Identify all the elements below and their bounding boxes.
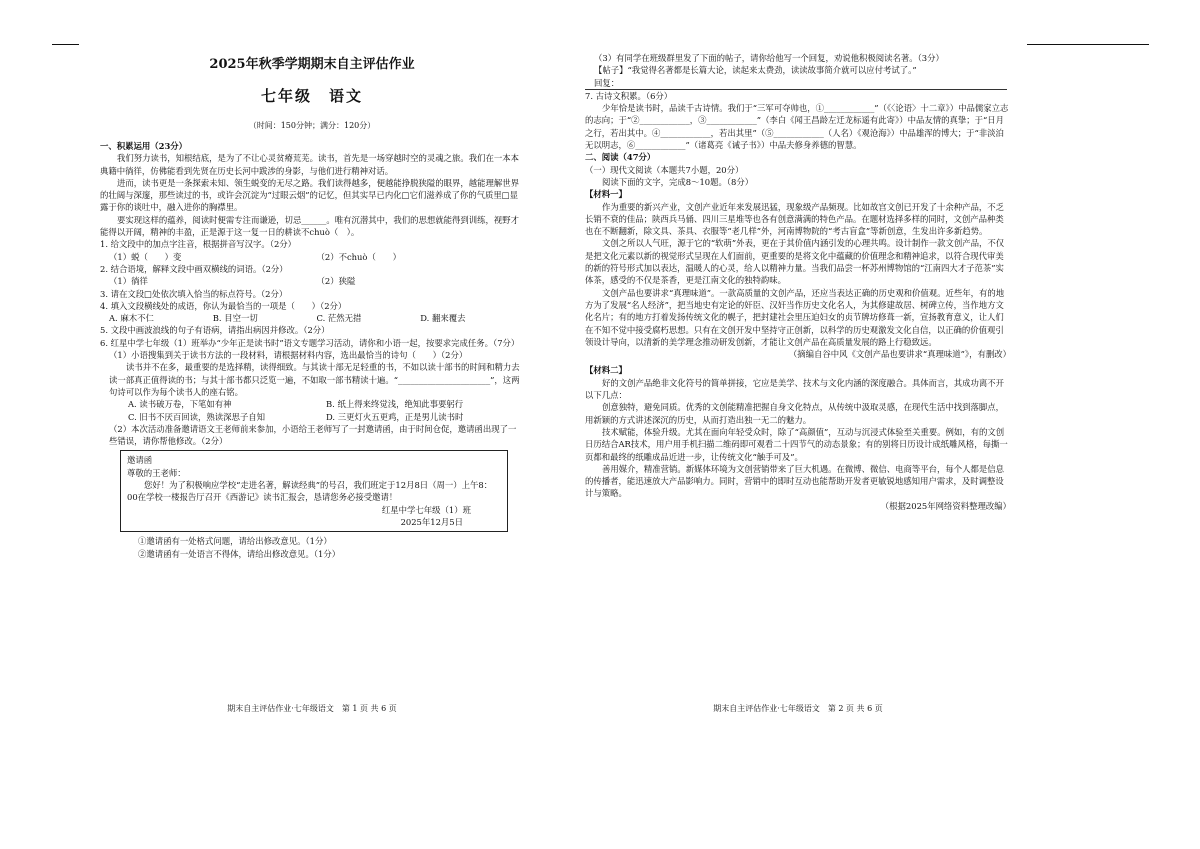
- question-6-2b: ②邀请函有一处语言不得体，请给出修改意见。（1分）: [138, 548, 341, 559]
- paragraph: 我们努力读书，知根结底，是为了不让心灵贫瘠荒芜。读书，首先是一场穿越时空的灵魂之旅。我们在一本本典籍中徜徉，仿佛能看到先贤在历史长河中跋涉的身影，与他们进行精神对话。: [100, 153, 519, 176]
- paragraph: 创意独特，避免同质。优秀的文创能精准把握自身文化特点，从传统中汲取灵感，在现代生活中找到落脚点，用新颖的方式讲述深沉的历史，从而打造出独一无二的魅力。: [585, 402, 1004, 425]
- paragraph: 善用媒介，精准营销。新媒体环境为文创营销带来了巨大机遇。在微博、微信、电商等平台，每个人都是信息的传播者，能迅速放大产品影响力。同时，营销中的即时互动也能帮助开发者更敏锐地感知用户需求，及时调整设计与策略。: [585, 463, 1004, 499]
- section-title: 一、积累运用（23分）: [100, 141, 188, 151]
- question-3: 3. 请在文段□处依次填入恰当的标点符号。（2分）: [100, 288, 288, 299]
- option: A. 读书破万卷，下笔如有神: [128, 399, 232, 410]
- post-text: 【帖子】“我觉得名著都是长篇大论，读起来太费劲，读读故事简介就可以应付考试了。”: [594, 65, 917, 76]
- option: D. 三更灯火五更鸡，正是男儿读书时: [326, 411, 464, 422]
- question-5: 5. 文段中画波浪线的句子有语病，请指出病因并修改。（2分）: [100, 325, 330, 336]
- question-2-items: [100, 275, 524, 287]
- invitation-title: 邀请函: [127, 455, 153, 466]
- question-1-items: [100, 251, 524, 263]
- question-6-1-text: 读书并不在多，最重要的是选择精，读得细致。与其读十部无足轻重的书，不如以读十部书的时间和精力去读一部真正值得读的书；与其十部书都只泛览一遍，不如取一部书精读十遍。“______________________”，这两句诗可以作为每个读书人的座右铭。: [109, 362, 520, 397]
- question-6: 6. 红星中学七年级（1）班举办“少年正是读书时”语文专题学习活动，请你和小语一起，按要求完成任务。（7分）: [100, 337, 520, 348]
- section-title: 二、阅读（47分）: [585, 152, 656, 163]
- source-note: （摘编自谷中风《文创产品也要讲求“真理味道”》，有删改）: [788, 349, 1011, 360]
- question-6-2a: ①邀请函有一处格式问题，请给出修改意见。（1分）: [138, 536, 332, 547]
- exam-subject: 七年级 语文: [260, 87, 363, 105]
- material-2-title: 【材料二】: [585, 365, 627, 376]
- page-footer: 期末自主评估作业·七年级语文 第 1 页 共 6 页: [227, 704, 397, 713]
- question-2: 2. 结合语境，解释文段中画双横线的词语。（2分）: [100, 263, 288, 274]
- exam-meta: （时间：150分钟；满分：120分）: [248, 121, 376, 130]
- question-1: 1. 给文段中的加点字注音，根据拼音写汉字。（2分）: [100, 239, 297, 250]
- question-4: 4. 填入文段横线处的成语，你认为最恰当的一项是（ ）（2分）: [100, 300, 347, 311]
- paragraph: 文创产品也要讲求“真理味道”。一款高质量的文创产品，还应当表达正确的历史观和价值观。近些年，有的地方为了发展“名人经济”，把当地史有定论的奸臣、汉奸当作历史文化名人，为其修建故居、树碑立传，当作地方文化名片；有的地方打着发扬传统文化的幌子，把封建社会里压迫妇女的贞节牌坊修葺一新，宣扬教育意义，让人们在不知不觉中接受腐朽思想。只有在文创开发中坚持守正创新，以科学的历史观激发文化自信，以正确的价值观引领设计导向，以清新的美学理念推动研发创新，才能让文创产品在高质量发展的路上行稳致远。: [585, 287, 1005, 347]
- page-2: [585, 52, 1011, 713]
- option: C. 茫然无措: [316, 313, 362, 324]
- option: D. 翻来覆去: [420, 313, 466, 324]
- question-item: （1）徜徉: [109, 276, 148, 287]
- source-note: （根据2025年网络资料整理改编）: [880, 500, 1011, 511]
- invitation-greeting: 尊敬的王老师：: [127, 467, 186, 478]
- question-7-text: 少年恰是读书时，品读千古诗情。我们于“三军可夺帅也，①____________”（《〈论语〉十二章》）中品儒家立志的志向；于“②____________，③____________”（李白《闻王昌龄左迁龙标遥有此寄》）中品友情的真挚；于“日月之行，若出其中。④____________，若出其里”（⑤____________（人名）《观沧海》）中品雄浑的博大；于“非淡泊无以明志，⑥____________”（诸葛亮《诫子书》）中品夫修身养德的智慧。: [585, 103, 1009, 151]
- paragraph: 进而，读书更是一条探索未知、领生蜕变的无尽之路。我们读得越多，便越能挣脱狭隘的眼界，越能理解世界的壮阔与深邃，那些读过的书，或许会沉淀为“过眼云烟”的记忆，但其实早已内化□它们滋养成了你的气质里□显露于你的谈吐中，融入进你的胸襟里。: [100, 177, 519, 213]
- option: C. 旧书不厌百回读，熟读深思子自知: [128, 411, 266, 422]
- paragraph: 要实现这样的蕴养，阅读时便需专注而谦逊，切忌______。唯有沉潜其中，我们的思想就能得到训练，视野才能得以开阔，精神的丰盈，正是源于这一复一日的耕读不chuò（ ）。: [100, 214, 519, 238]
- question-6-options: [100, 398, 524, 423]
- option: A. 麻木不仁: [109, 313, 154, 324]
- question-item: （1）蜕（ ）变: [109, 251, 182, 262]
- invitation-date: 2025年12月5日: [400, 516, 463, 527]
- corner-rule-left: [52, 44, 79, 45]
- question-item: （2）不chuò（ ）: [316, 251, 401, 262]
- subsection-title: （一）现代文阅读（本题共7小题，20分）: [585, 164, 744, 175]
- paragraph: 好的文创产品绝非文化符号的简单拼接，它应是美学、技术与文化内涵的深度融合。具体而言，其成功离不开以下几点：: [585, 377, 1004, 401]
- page-1: [100, 52, 524, 713]
- question-6-2: （2）本次活动准备邀请语文王老师前来参加，小语给王老师写了一封邀请函，由于时间仓促，邀请函出现了一些错误，请你帮他修改。（2分）: [109, 423, 517, 447]
- question-6-3: （3）有同学在班级群里发了下面的帖子，请你给他写一个回复，劝说他积极阅读名著。（3分）: [594, 53, 944, 63]
- instruction: 阅读下面的文字，完成8～10题。（8分）: [602, 176, 754, 187]
- paragraph: 技术赋能，体验升级。尤其在面向年轻受众时，除了“高颜值”，互动与沉浸式体验至关重要。例如，有的文创日历结合AR技术，用户用手机扫描二维码即可观看二十四节气的动态景象；有的别将日历设计成纸雕风格，每撕一页都和最终的纸雕成品近进一步，让传统文化“触手可及”。: [585, 426, 1008, 462]
- reply-line: 回复：: [585, 77, 1007, 90]
- question-item: （2）狭隘: [316, 276, 356, 287]
- exam-title: 2025年秋季学期期末自主评估作业: [209, 57, 415, 72]
- invitation-box: [120, 450, 508, 532]
- corner-rule-right: [1027, 44, 1149, 45]
- invitation-body: 您好！为了积极响应学校“走进名著，解读经典”的号召，我们班定于12月8日（周一）上午8：00在学校一楼报告厅召开《西游记》读书汇报会，恳请您务必接受邀请！: [127, 480, 493, 503]
- option: B. 纸上得来终觉浅，绝知此事要躬行: [326, 399, 464, 410]
- page-footer: 期末自主评估作业·七年级语文 第 2 页 共 6 页: [713, 704, 883, 713]
- question-4-options: [100, 312, 524, 324]
- option: B. 目空一切: [212, 313, 258, 324]
- material-1-title: 【材料一】: [585, 189, 627, 200]
- question-6-1: （1）小语搜集到关于读书方法的一段材料，请根据材料内容，选出最恰当的诗句（ ）（2分）: [109, 350, 468, 361]
- paragraph: 作为重要的新兴产业，文创产业近年来发展迅猛，现象级产品频现。比如故宫文创已开发了十余种产品，不乏长销不衰的佳品；陕西兵马俑、四川三星堆等也各有创意满满的特色产品。在题材选择多样的同时，文创产品种类也在不断翻新，除文具、茶具、衣服等“老几样”外，河南博物院的“考古盲盒”等新创意，生发出许多新趋势。: [585, 201, 1004, 237]
- invitation-signature: 红星中学七年级（1）班: [381, 504, 471, 515]
- paragraph: 文创之所以人气旺，源于它的“软萌”外表，更在于其价值内涵引发的心理共鸣。设计制作一款文创产品，不仅是把文化元素以新的视觉形式呈现在人们面前，更重要的是将文化中蕴藏的价值理念和精神追求，以符合现代审美的新的符号形式加以表达，温暖人的心灵，给人以精神力量。当我们品尝一杯苏州博物馆的“江南四大才子范茶”实体茶，感受的不仅是茶香，更是江南文化的独特韵味。: [585, 238, 1005, 286]
- question-7: 7. 古诗文积累。（6分）: [585, 90, 673, 101]
